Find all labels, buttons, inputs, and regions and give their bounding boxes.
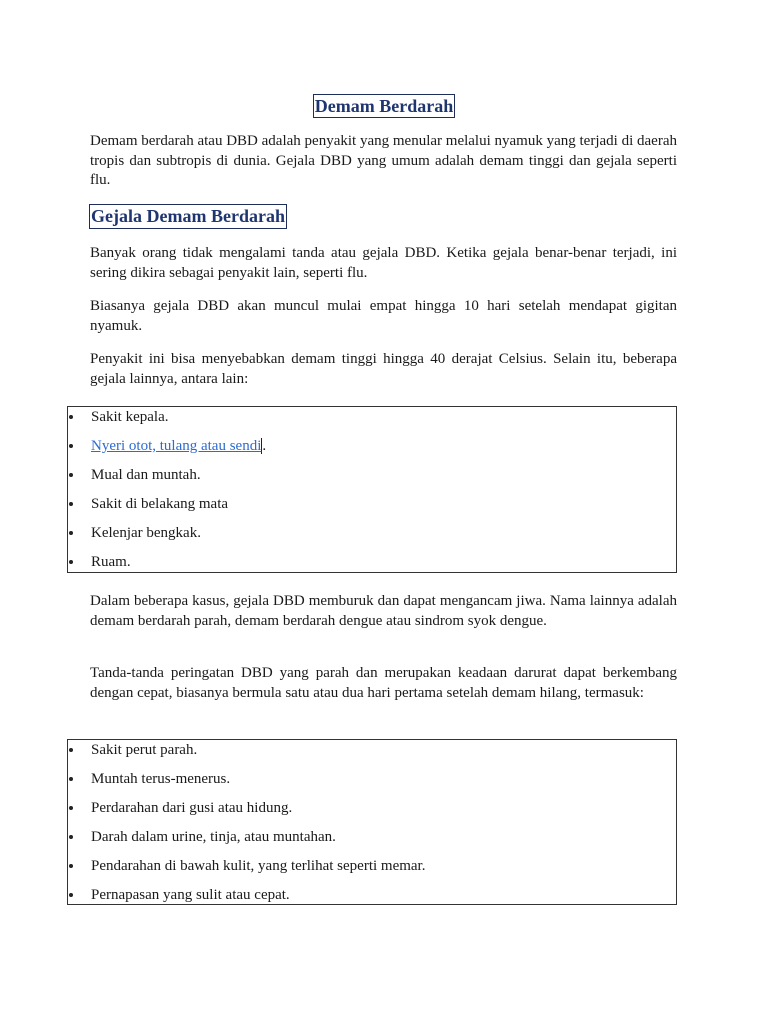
bullet-icon: [69, 806, 73, 810]
bullet-icon: [69, 864, 73, 868]
list-item: [68, 827, 676, 856]
bullet-icon: [69, 531, 73, 535]
list-item: [68, 769, 676, 798]
warning-text: Sakit perut parah.: [91, 742, 198, 758]
paragraph-5: Tanda-tanda peringatan DBD yang parah dan merupakan keadaan darurat dapat berkembang dengan cepat, biasanya bermula satu atau dua hari pertama setelah demam hilang, termasuk:: [90, 665, 677, 701]
symptom-text: Sakit di belakang mata: [91, 496, 229, 512]
symptom-text: Ruam.: [91, 554, 131, 570]
warning-text: Pendarahan di bawah kulit, yang terlihat seperti memar.: [91, 858, 426, 874]
warning-text: Darah dalam urine, tinja, atau muntahan.: [91, 829, 336, 845]
list-item: [68, 465, 676, 494]
symptom-link[interactable]: Nyeri otot, tulang atau sendi: [91, 438, 262, 454]
bullet-icon: [69, 415, 73, 419]
symptom-text: Sakit kepala.: [91, 409, 169, 425]
bullet-icon: [69, 893, 73, 897]
warning-signs-list: [67, 739, 677, 905]
list-item: [68, 856, 676, 885]
list-item: [68, 407, 676, 436]
warning-text: Perdarahan dari gusi atau hidung.: [91, 800, 293, 816]
list-item: [68, 798, 676, 827]
symptom-text: Mual dan muntah.: [91, 467, 201, 483]
bullet-icon: [69, 777, 73, 781]
symptom-text: Kelenjar bengkak.: [91, 525, 201, 541]
list-item: [68, 740, 676, 769]
list-item: [68, 523, 676, 552]
warning-text: Muntah terus-menerus.: [91, 771, 231, 787]
bullet-icon: [69, 748, 73, 752]
list-item: [68, 552, 676, 581]
symptoms-list: [67, 406, 677, 573]
section-heading: Gejala Demam Berdarah: [89, 204, 287, 229]
paragraph-1: Banyak orang tidak mengalami tanda atau gejala DBD. Ketika gejala benar-benar terjadi, ini sering dikira sebagai penyakit lain, seperti flu.: [90, 245, 677, 281]
warning-text: Pernapasan yang sulit atau cepat.: [91, 887, 290, 903]
bullet-icon: [69, 560, 73, 564]
paragraph-2: Biasanya gejala DBD akan muncul mulai empat hingga 10 hari setelah mendapat gigitan nyamuk.: [90, 298, 677, 334]
list-item: [68, 494, 676, 523]
intro-paragraph: Demam berdarah atau DBD adalah penyakit yang menular melalui nyamuk yang terjadi di daerah tropis dan subtropis di dunia. Gejala DBD yang umum adalah demam tinggi dan gejala seperti flu.: [90, 133, 677, 188]
title-container: [0, 94, 768, 118]
bullet-icon: [69, 835, 73, 839]
paragraph-4: Dalam beberapa kasus, gejala DBD memburuk dan dapat mengancam jiwa. Nama lainnya adalah demam berdarah parah, demam berdarah dengue atau sindrom syok dengue.: [90, 593, 677, 629]
link-suffix: .: [262, 438, 267, 454]
bullet-icon: [69, 473, 73, 477]
page-title: Demam Berdarah: [314, 96, 454, 116]
paragraph-3: Penyakit ini bisa menyebabkan demam tinggi hingga 40 derajat Celsius. Selain itu, beberapa gejala lainnya, antara lain:: [90, 351, 677, 387]
bullet-icon: [69, 502, 73, 506]
bullet-icon: [69, 444, 73, 448]
list-item: [68, 436, 676, 465]
list-item: [68, 885, 676, 914]
